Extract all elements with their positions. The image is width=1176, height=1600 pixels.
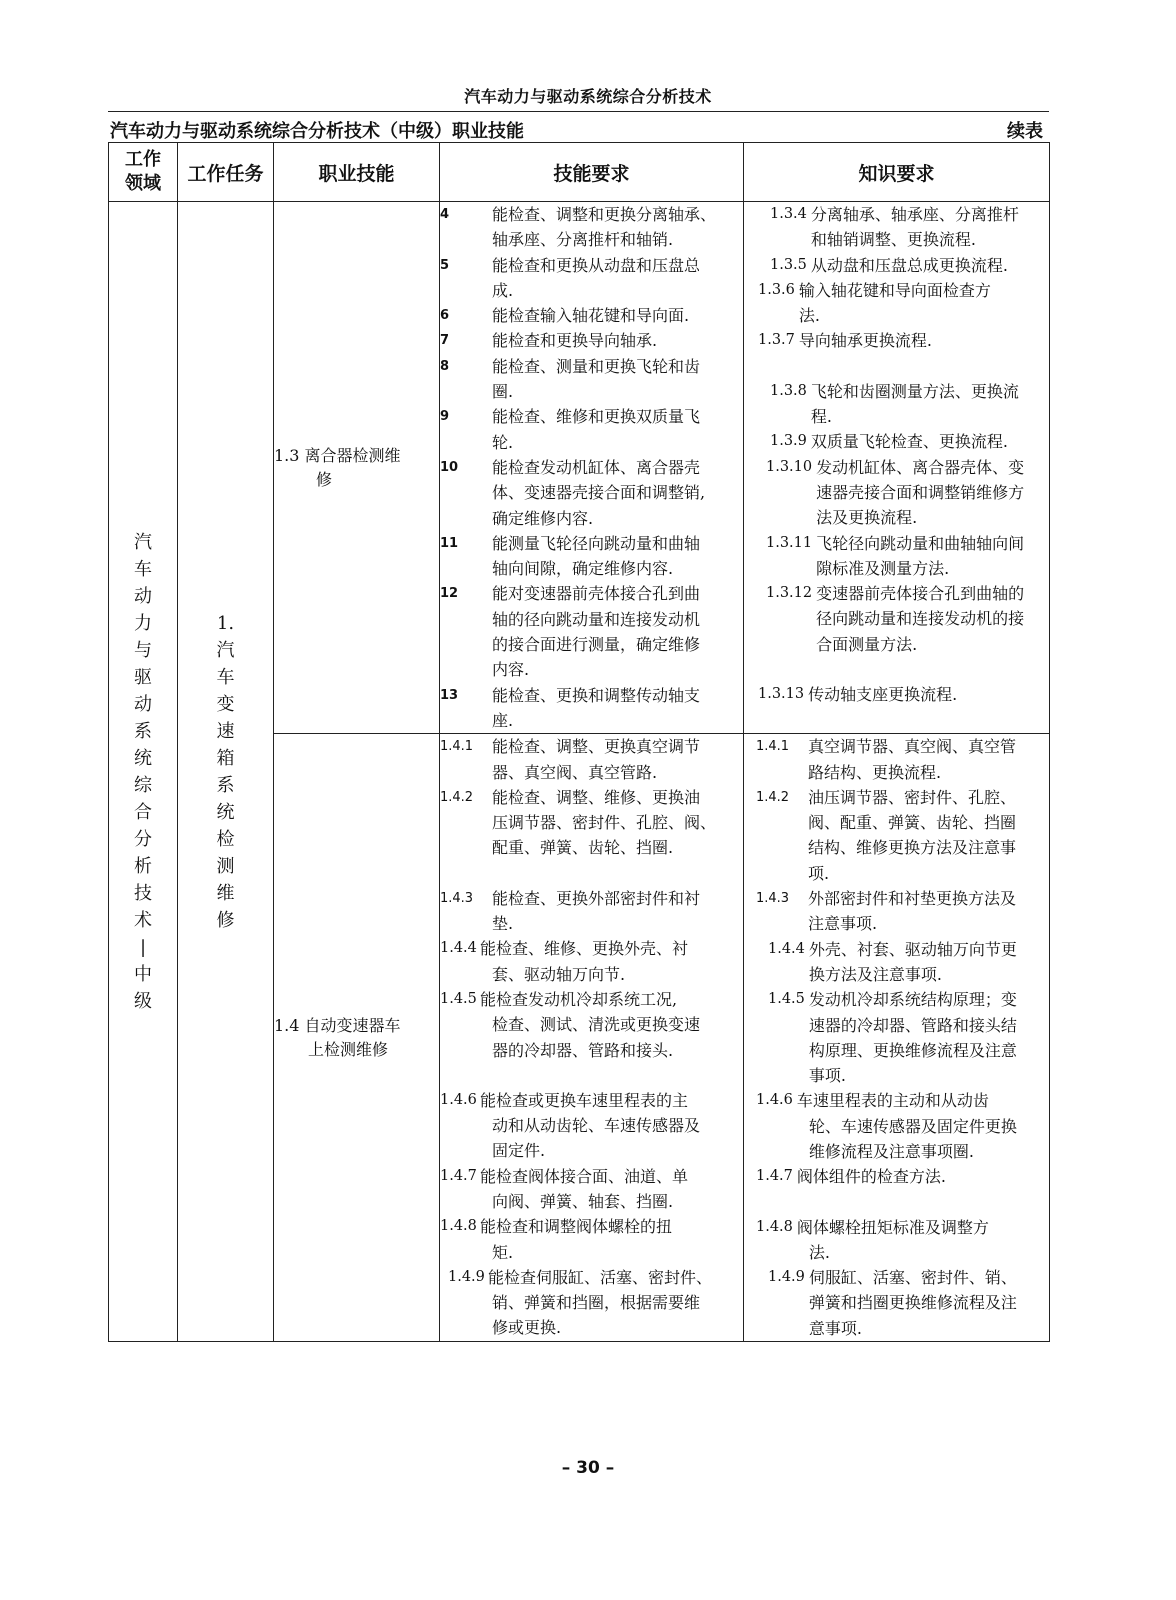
knowledge-item	[758, 202, 1049, 253]
domain-char: 析	[134, 855, 152, 877]
table-title: 汽车动力与驱动系统综合分析技术（中级）职业技能	[110, 121, 524, 142]
header-knowledge-requirements: 知识要求	[744, 143, 1050, 202]
skill-code: 1.4.2	[440, 789, 474, 805]
skill-code: 13	[440, 687, 459, 703]
skill-name-cell-1-4	[274, 734, 440, 1342]
domain-char: 中	[134, 963, 152, 985]
knowledge-requirements-1-4	[744, 734, 1050, 1342]
skill-text: 能检查阀体接合面、油道、单 向阀、弹簧、轴套、挡圈.	[480, 1166, 689, 1211]
skill-item	[440, 303, 743, 328]
knowledge-text: 真空调节器、真空阀、真空管 路结构、更换流程.	[808, 737, 1017, 782]
knowledge-item	[756, 937, 1049, 988]
skill-item	[440, 987, 743, 1063]
header-domain	[109, 143, 178, 202]
domain-char: 与	[134, 639, 152, 661]
skill-code: 1.4.3	[440, 890, 474, 906]
skill-item	[440, 1088, 743, 1164]
skills-table	[108, 142, 1050, 1342]
task-char: 统	[216, 801, 235, 823]
knowledge-item	[758, 278, 1049, 329]
table-title-row	[110, 117, 1047, 143]
work-task-cell	[178, 202, 274, 1342]
knowledge-code: 1.4.2	[756, 789, 790, 805]
knowledge-code: 1.4.6	[756, 1092, 793, 1109]
header-domain-line1: 工作	[125, 149, 161, 170]
knowledge-text: 导向轴承更换流程.	[798, 331, 932, 351]
skill-text: 能检查、调整和更换分离轴承、 轴承座、分离推杆和轴销.	[492, 205, 717, 250]
skill-code: 1.4.1	[440, 739, 474, 755]
skill-text: 能测量飞轮径向跳动量和曲轴 轴向间隙，确定维修内容.	[492, 533, 701, 579]
skill-code: 1.4.4	[440, 940, 477, 957]
knowledge-text: 发动机冷却系统结构原理；变 速器的冷却器、管路和接头结 构原理、更换维修流程及注意 事项.	[808, 990, 1017, 1086]
domain-char: 系	[134, 720, 152, 742]
task-char: 检	[216, 828, 235, 850]
knowledge-item	[758, 379, 1049, 430]
skill-text: 能检查、维修、更换外壳、衬 套、驱动轴万向节.	[480, 939, 689, 984]
knowledge-code: 1.4.9	[768, 1269, 805, 1286]
domain-char: 统	[134, 747, 152, 769]
knowledge-item	[758, 682, 1049, 707]
knowledge-item	[756, 1088, 1049, 1164]
domain-char: 级	[134, 990, 152, 1012]
knowledge-item	[756, 1265, 1049, 1341]
knowledge-text: 从动盘和压盘总成更换流程.	[810, 255, 1008, 275]
header-domain-line2: 领域	[125, 173, 161, 194]
knowledge-text: 外壳、衬套、驱动轴万向节更 换方法及注意事项.	[808, 939, 1017, 984]
skill-item	[440, 734, 743, 785]
skill-text: 能检查、更换外部密封件和衬 垫.	[492, 888, 701, 934]
skill-name-1-3	[274, 444, 439, 492]
task-char: 变	[216, 693, 235, 715]
work-domain-cell	[109, 202, 178, 1342]
knowledge-text: 阀体组件的检查方法.	[796, 1167, 946, 1187]
knowledge-item	[756, 886, 1049, 937]
skill-code: 1.4.6	[440, 1091, 477, 1108]
domain-char: 综	[134, 774, 152, 796]
skill-item	[440, 1164, 743, 1215]
skill-code: 9	[440, 409, 450, 425]
skill-text: 能检查发动机冷却系统工况, 检查、测试、清洗或更换变速 器的冷却器、管路和接头.	[480, 989, 701, 1060]
spacer	[756, 1190, 1049, 1215]
knowledge-text: 车速里程表的主动和从动齿 轮、车速传感器及固定件更换 维修流程及注意事项圈.	[796, 1091, 1017, 1161]
skill-text: 能对变速器前壳体接合孔到曲 轴的径向跳动量和连接发动机 的接合面进行测量，确定维修 内容.	[492, 584, 701, 680]
header-skill-requirements: 技能要求	[440, 143, 744, 202]
task-char: 速	[216, 720, 235, 742]
spacer	[440, 1063, 743, 1088]
skill-code: 6	[440, 308, 450, 324]
skill-item	[440, 1214, 743, 1265]
skill-code: 8	[440, 358, 450, 374]
knowledge-code: 1.3.11	[766, 534, 813, 551]
skill-text: 能检查和调整阀体螺栓的扭 矩.	[480, 1217, 673, 1262]
skill-name-cell-1-3	[274, 202, 440, 734]
knowledge-text: 分离轴承、轴承座、分离推杆 和轴销调整、更换流程.	[810, 205, 1019, 250]
task-char: 测	[216, 855, 235, 877]
domain-char: 动	[134, 693, 152, 715]
skill-code: 1.4.9	[448, 1268, 485, 1285]
task-char: 1.	[216, 612, 235, 634]
domain-char: 力	[134, 612, 152, 634]
skill-item	[440, 455, 743, 531]
skill-text: 能检查和更换从动盘和压盘总 成.	[492, 255, 701, 300]
knowledge-item	[758, 328, 1049, 353]
skill-requirements-1-3	[440, 202, 744, 734]
skill-item	[440, 253, 743, 304]
knowledge-item	[758, 455, 1049, 531]
page-number: – 30 –	[561, 1458, 615, 1478]
continued-label: 续表	[1007, 121, 1043, 142]
knowledge-code: 1.3.6	[758, 281, 795, 298]
task-char: 车	[216, 666, 235, 688]
skill-code: 1.4.8	[440, 1218, 477, 1235]
knowledge-item	[758, 531, 1049, 582]
knowledge-item	[756, 987, 1049, 1088]
spacer	[758, 354, 1049, 379]
domain-char: 驱	[134, 666, 152, 688]
knowledge-item	[758, 581, 1049, 657]
spacer	[758, 657, 1049, 682]
domain-char: 动	[134, 585, 152, 607]
knowledge-code: 1.3.5	[770, 256, 807, 273]
table-header-row	[109, 143, 1050, 202]
skill-name-1-4	[274, 1014, 439, 1062]
knowledge-code: 1.3.10	[766, 458, 813, 475]
skill-text: 能检查、测量和更换飞轮和齿 圈.	[492, 356, 701, 402]
knowledge-item	[756, 1164, 1049, 1189]
skill-item	[440, 531, 743, 582]
knowledge-code: 1.4.5	[768, 991, 805, 1008]
knowledge-code: 1.3.8	[770, 382, 807, 399]
knowledge-code: 1.3.7	[758, 332, 795, 349]
task-char: 系	[216, 774, 235, 796]
knowledge-code: 1.4.8	[756, 1218, 793, 1235]
skill-text: 能检查或更换车速里程表的主 动和从动齿轮、车速传感器及 固定件.	[480, 1090, 701, 1161]
skill-item	[440, 404, 743, 455]
skill-text: 能检查输入轴花键和导向面.	[492, 306, 690, 326]
knowledge-code: 1.3.4	[770, 206, 807, 222]
knowledge-text: 传动轴支座更换流程.	[808, 685, 958, 705]
header-task: 工作任务	[178, 143, 274, 202]
running-header: 汽车动力与驱动系统综合分析技术	[464, 87, 712, 106]
knowledge-code: 1.4.1	[756, 739, 790, 755]
task-char: 箱	[216, 747, 235, 769]
knowledge-code: 1.4.4	[768, 940, 805, 957]
domain-char: 汽	[134, 531, 152, 553]
knowledge-text: 阀体螺栓扭矩标准及调整方 法.	[796, 1217, 989, 1262]
knowledge-text: 发动机缸体、离合器壳体、变 速器壳接合面和调整销维修方 法及更换流程.	[816, 457, 1025, 528]
knowledge-item	[756, 1215, 1049, 1266]
knowledge-requirements-1-3	[744, 202, 1050, 734]
skill-code: 5	[440, 257, 450, 273]
skill-item	[440, 683, 743, 734]
skill-code: 10	[440, 459, 459, 475]
table-row-1-3	[109, 202, 1050, 734]
spacer	[440, 861, 743, 886]
skill-item	[440, 328, 743, 353]
skill-name-line: 1.4 自动变速器车	[274, 1015, 401, 1035]
knowledge-text: 飞轮和齿圈测量方法、更换流 程.	[810, 381, 1019, 427]
skill-item	[440, 581, 743, 682]
knowledge-text: 伺服缸、活塞、密封件、销、 弹簧和挡圈更换维修流程及注 意事项.	[808, 1268, 1017, 1338]
header-skill: 职业技能	[274, 143, 440, 202]
skill-text: 能检查伺服缸、活塞、密封件、 销、弹簧和挡圈，根据需要维 修或更换.	[488, 1267, 713, 1338]
knowledge-code: 1.3.13	[758, 686, 805, 703]
header-rule	[108, 111, 1049, 112]
knowledge-item	[756, 734, 1049, 785]
knowledge-text: 双质量飞轮检查、更换流程.	[810, 432, 1008, 452]
skill-text: 能检查、维修和更换双质量飞 轮.	[492, 407, 701, 452]
skill-item	[440, 785, 743, 861]
skill-code: 1.4.5	[440, 990, 477, 1007]
skill-item	[440, 354, 743, 405]
domain-char: 分	[134, 828, 152, 850]
skill-code: 12	[440, 586, 459, 602]
task-char: 维	[216, 882, 235, 904]
domain-char: 合	[134, 801, 152, 823]
knowledge-text: 飞轮径向跳动量和曲轴轴向间 隙标准及测量方法.	[816, 533, 1025, 578]
skill-name-line: 修	[316, 469, 333, 489]
knowledge-item	[756, 785, 1049, 886]
knowledge-code: 1.3.9	[770, 433, 807, 450]
skill-item	[440, 202, 743, 253]
skill-item	[440, 936, 743, 987]
knowledge-code: 1.3.12	[766, 585, 813, 602]
knowledge-text: 输入轴花键和导向面检查方 法.	[798, 280, 991, 326]
task-char: 修	[216, 909, 235, 931]
domain-char: |	[139, 936, 147, 958]
knowledge-item	[758, 429, 1049, 454]
domain-char: 车	[134, 558, 152, 580]
task-char: 汽	[216, 639, 235, 661]
skill-text: 能检查、调整、更换真空调节 器、真空阀、真空管路.	[492, 737, 701, 782]
domain-char: 技	[134, 882, 152, 904]
skill-code: 11	[440, 535, 459, 551]
skill-name-line: 1.3 离合器检测维	[274, 445, 401, 465]
knowledge-code: 1.4.7	[756, 1168, 793, 1185]
knowledge-text: 油压调节器、密封件、孔腔、 阀、配重、弹簧、齿轮、挡圈 结构、维修更换方法及注意事 项.	[808, 787, 1017, 883]
domain-char: 术	[134, 909, 152, 931]
skill-item	[440, 1265, 743, 1341]
skill-code: 4	[440, 207, 450, 222]
skill-requirements-1-4	[440, 734, 744, 1342]
skill-text: 能检查和更换导向轴承.	[492, 331, 658, 351]
knowledge-item	[758, 253, 1049, 278]
skill-code: 1.4.7	[440, 1167, 477, 1184]
skill-item	[440, 886, 743, 937]
knowledge-code: 1.4.3	[756, 891, 790, 907]
skill-text: 能检查、调整、维修、更换油 压调节器、密封件、孔腔、阀、 配重、弹簧、齿轮、挡圈.	[492, 787, 717, 858]
knowledge-text: 变速器前壳体接合孔到曲轴的 径向跳动量和连接发动机的接 合面测量方法.	[816, 584, 1025, 654]
skill-text: 能检查发动机缸体、离合器壳 体、变速器壳接合面和调整销, 确定维修内容.	[492, 457, 706, 528]
skill-code: 7	[440, 333, 450, 349]
skill-text: 能检查、更换和调整传动轴支 座.	[492, 685, 701, 730]
knowledge-text: 外部密封件和衬垫更换方法及 注意事项.	[808, 889, 1017, 934]
skill-name-line: 上检测维修	[308, 1039, 389, 1059]
